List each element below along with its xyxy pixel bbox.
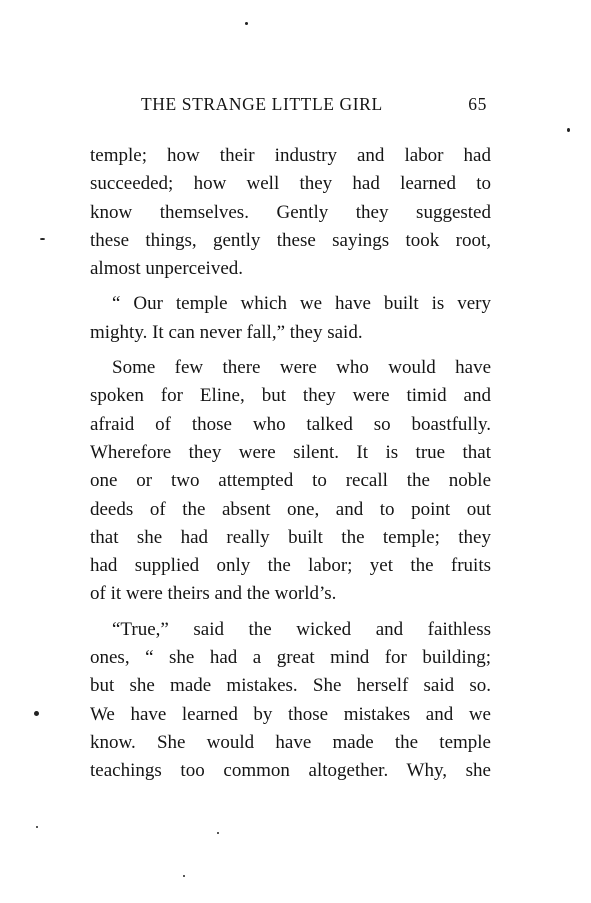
text-line: We have learned by those mistakes and we bbox=[90, 703, 491, 725]
running-head-title: THE STRANGE LITTLE GIRL bbox=[141, 94, 383, 114]
scan-speck bbox=[245, 22, 248, 25]
body-text bbox=[90, 142, 491, 786]
text-line: one or two attempted to recall the noble bbox=[90, 470, 491, 492]
text-line: “ Our temple which we have built is very bbox=[112, 293, 491, 315]
text-line: spoken for Eline, but they were timid and bbox=[90, 385, 491, 407]
scan-speck bbox=[36, 826, 38, 828]
paragraph-2 bbox=[90, 290, 491, 347]
text-line: deeds of the absent one, and to point out bbox=[90, 498, 491, 520]
text-line: mighty. It can never fall,” they said. bbox=[90, 321, 363, 343]
text-line: teachings too common altogether. Why, she bbox=[90, 760, 491, 782]
text-line: these things, gently these sayings took root, bbox=[90, 229, 491, 251]
paragraph-4 bbox=[90, 616, 491, 786]
page-number: 65 bbox=[468, 94, 487, 114]
text-line: know. She would have made the temple bbox=[90, 731, 491, 753]
scan-speck bbox=[34, 711, 39, 716]
paragraph-1 bbox=[90, 142, 491, 283]
text-line: that she had really built the temple; they bbox=[90, 526, 491, 548]
text-line: afraid of those who talked so boastfully. bbox=[90, 413, 491, 435]
scan-speck bbox=[567, 128, 570, 132]
text-line: know themselves. Gently they suggested bbox=[90, 201, 491, 223]
text-line: but she made mistakes. She herself said so. bbox=[90, 675, 491, 697]
scan-speck bbox=[40, 238, 45, 240]
text-line: had supplied only the labor; yet the fruits bbox=[90, 555, 491, 577]
text-line: “True,” said the wicked and faithless bbox=[112, 618, 491, 640]
text-line: temple; how their industry and labor had bbox=[90, 145, 491, 166]
scan-speck bbox=[217, 832, 219, 834]
scan-speck bbox=[183, 875, 185, 877]
text-line: Wherefore they were silent. It is true that bbox=[90, 441, 491, 463]
paragraph-3 bbox=[90, 354, 491, 609]
running-head bbox=[141, 94, 491, 115]
text-line: succeeded; how well they had learned to bbox=[90, 173, 491, 195]
text-line: of it were theirs and the world’s. bbox=[90, 583, 337, 605]
text-line: almost unperceived. bbox=[90, 258, 244, 280]
text-line: Some few there were who would have bbox=[112, 357, 491, 379]
text-line: ones, “ she had a great mind for building; bbox=[90, 647, 491, 669]
